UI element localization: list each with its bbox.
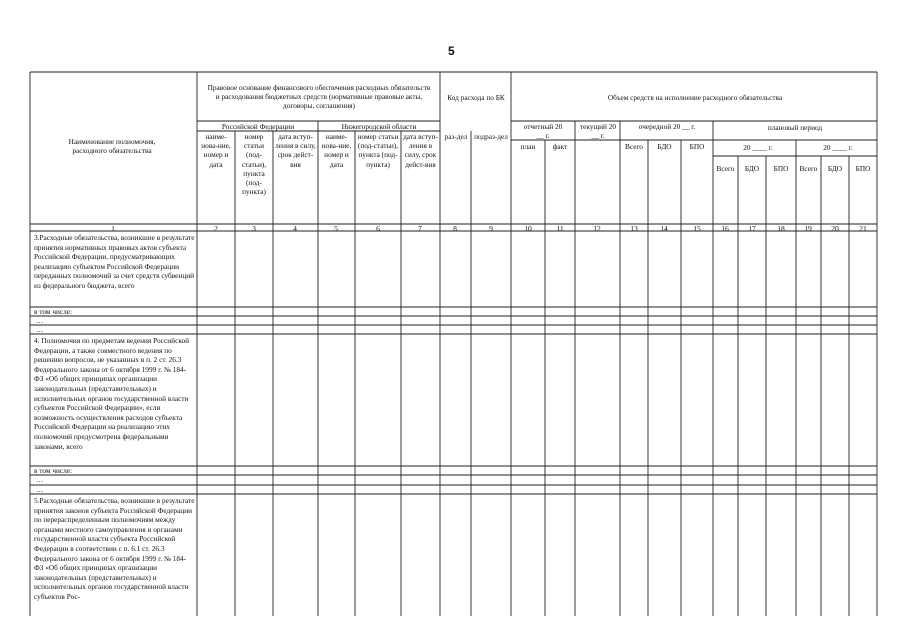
header-fact: факт — [552, 142, 568, 151]
col-number-11: 11 — [556, 224, 564, 233]
header-plan2-bpo: БПО — [855, 164, 871, 173]
header-plan2-bdo: БДО — [827, 164, 843, 173]
header-name-of-power: Наименование полномочия, расходного обязательства — [68, 137, 156, 156]
col-number-5: 5 — [334, 224, 338, 233]
header-legal-basis: Правовое основание финансового обеспечения расходных обязательств и расходования бюджетных средств (нормативные правовые акты, договоры, соглашения) — [207, 83, 431, 111]
col-number-20: 20 — [831, 224, 839, 233]
header-plan2-total: Всего — [799, 164, 818, 173]
header-next-total: Всего — [625, 142, 643, 151]
col-number-10: 10 — [524, 224, 532, 233]
header-next-year: очередной 20 __ г. — [638, 122, 696, 131]
header-plan-year1: 20 ____ г. — [743, 143, 773, 152]
col-number-8: 8 — [453, 224, 457, 233]
header-rf: Российской Федерации — [221, 122, 295, 131]
row-3-text: 3.Расходные обязательства, возникшие в результате принятия нормативных правовых актов субъекта Российской Федерации, предусматривающих реализацию субъектом Российской Федерации переданных полномочий за счет средств субвенций из федерального бюджета, всего — [34, 233, 195, 290]
col-number-7: 7 — [418, 224, 422, 233]
col-number-16: 16 — [721, 224, 729, 233]
header-podrazdel: подраз-дел — [474, 132, 508, 141]
col-number-2: 2 — [214, 224, 218, 233]
header-volume: Объем средств на исполнение расходного обязательства — [607, 93, 783, 102]
header-razdel: раз-дел — [444, 132, 468, 141]
col-number-14: 14 — [660, 224, 668, 233]
header-plan-period: плановый период — [767, 123, 823, 132]
header-rf-article: номер статьи (под-статьи), пункта (под-пункта) — [241, 132, 267, 197]
col-number-17: 17 — [748, 224, 756, 233]
col-number-12: 12 — [593, 224, 601, 233]
row-5-text: 5.Расходные обязательства, возникшие в результате принятия законов субъекта Российской Федерации по перераспределенным полномочиям между органами местного самоуправления и органами государственной власти субъекта Российской Федерации в соответствии с п. 6.1 ст. 26.3 Федерального закона от 6 октября 1999 г. № 184-ФЗ «Об общих принципах организации законодательных (представительных) и исполнительных органов государственной власти субъектов Рос- — [34, 496, 195, 601]
header-rf-date: дата вступ-ления в силу, срок дейст-вия — [275, 132, 316, 169]
header-report-year: отчетный 20 __ г. — [523, 122, 563, 141]
col-number-4: 4 — [293, 224, 297, 233]
header-plan: план — [520, 142, 536, 151]
col-number-19: 19 — [804, 224, 812, 233]
col-number-1: 1 — [111, 224, 115, 233]
header-rf-name: наиме-нова-ние, номер и дата — [201, 132, 231, 169]
header-nn-name: наиме-нова-ние, номер и дата — [321, 132, 352, 169]
row-dots-2: … — [36, 325, 44, 334]
page-number: 5 — [448, 44, 455, 58]
row-in-that-2: в том числе: — [34, 466, 73, 475]
col-number-6: 6 — [376, 224, 380, 233]
col-number-3: 3 — [252, 224, 256, 233]
header-nn-date: дата вступ-ления в силу, срок дейст-вия — [403, 132, 438, 169]
header-plan1-bpo: БПО — [773, 164, 789, 173]
row-dots-3: … — [36, 475, 44, 484]
header-bk-code: Код расхода по БК — [447, 93, 505, 102]
row-dots-1: … — [36, 316, 44, 325]
header-nn: Нижегородской области — [341, 122, 417, 131]
header-next-bdo: БДО — [657, 142, 672, 151]
header-plan1-bdo: БДО — [744, 164, 760, 173]
header-next-bpo: БПО — [689, 142, 705, 151]
row-in-that-1: в том числе: — [34, 307, 73, 316]
col-number-21: 21 — [859, 224, 867, 233]
header-nn-article: номер статьи (под-статьи), пункта (под-пункта) — [357, 132, 399, 169]
col-number-15: 15 — [693, 224, 701, 233]
row-4-text: 4. Полномочия по предметам ведения Российской Федерации, а также совместного ведения по решению вопросов, не указанных в п. 2 ст. 26.3 Федерального закона от 6 октября 1999 г. № 184-ФЗ «Об общих принципах организации законодательных (представительных) и исполнительных органов государственной власти субъектов Российской Федерации», если возможность осуществления расходов субъекта Российской Федерации на реализацию этих полномочий предусмотрена федеральными законами, всего — [34, 336, 190, 451]
col-number-18: 18 — [777, 224, 785, 233]
col-number-9: 9 — [489, 224, 493, 233]
header-plan-year2: 20 ____ г. — [823, 143, 853, 152]
header-plan1-total: Всего — [716, 164, 735, 173]
col-number-13: 13 — [630, 224, 638, 233]
row-dots-4: … — [36, 485, 44, 494]
header-current-year: текущий 20 __ г. — [579, 122, 617, 141]
